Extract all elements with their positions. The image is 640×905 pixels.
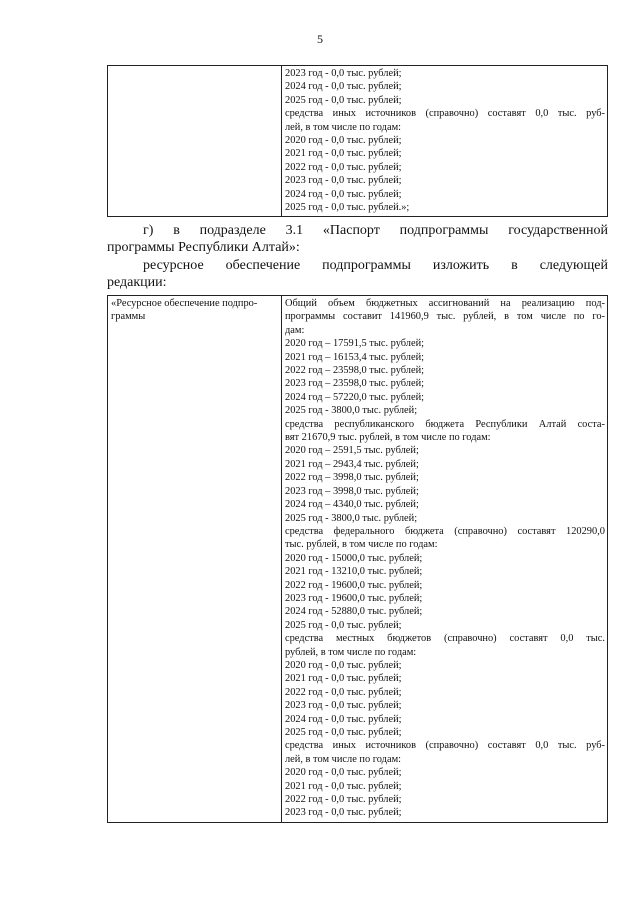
funding-line: средства республиканского бюджета Республики Алтай соста-	[285, 418, 605, 430]
funding-line: 2021 год – 16153,4 тыс. рублей;	[285, 351, 425, 363]
funding-line: 2024 год - 0,0 тыс. рублей;	[285, 81, 402, 93]
funding-line: 2020 год - 0,0 тыс. рублей;	[285, 135, 402, 147]
paragraph-line: программы Республики Алтай»:	[107, 240, 300, 255]
table-cell-right	[282, 296, 608, 823]
funding-line: 2023 год - 19600,0 тыс. рублей;	[285, 592, 423, 604]
funding-line: 2024 год - 0,0 тыс. рублей;	[285, 713, 402, 725]
funding-line: 2020 год - 0,0 тыс. рублей;	[285, 767, 402, 779]
table-cell-right	[282, 66, 608, 217]
funding-line: 2023 год - 0,0 тыс. рублей;	[285, 175, 402, 187]
funding-line: 2025 год - 3800,0 тыс. рублей;	[285, 405, 418, 417]
funding-line: лей, в том числе по годам:	[285, 753, 402, 765]
funding-line: 2021 год - 0,0 тыс. рублей;	[285, 780, 402, 792]
funding-line: 2021 год - 0,0 тыс. рублей;	[285, 673, 402, 685]
funding-line: 2023 год - 0,0 тыс. рублей;	[285, 68, 402, 79]
funding-line: тыс. рублей, в том числе по годам:	[285, 539, 438, 551]
passport-table-continuation	[107, 65, 608, 217]
funding-line: средства иных источников (справочно) составят 0,0 тыс. руб-	[285, 108, 605, 120]
funding-line: 2022 год - 0,0 тыс. рублей;	[285, 794, 402, 806]
funding-line: 2021 год - 0,0 тыс. рублей;	[285, 148, 402, 160]
funding-line: средства иных источников (справочно) составят 0,0 тыс. руб-	[285, 740, 605, 752]
funding-line: 2021 год – 2943,4 тыс. рублей;	[285, 458, 419, 470]
paragraph-line: г) в подразделе 3.1 «Паспорт подпрограммы государственной	[143, 223, 608, 238]
funding-line: 2024 год - 52880,0 тыс. рублей;	[285, 606, 423, 618]
funding-line: программы составит 141960,9 тыс. рублей, в том числе по го-	[285, 311, 605, 323]
funding-line: 2025 год - 0,0 тыс. рублей.»;	[285, 202, 410, 214]
table-row	[108, 66, 608, 217]
funding-line: 2020 год – 2591,5 тыс. рублей;	[285, 445, 419, 457]
page-number: 5	[317, 32, 323, 46]
funding-line: 2025 год - 0,0 тыс. рублей;	[285, 727, 402, 738]
funding-line: вят 21670,9 тыс. рублей, в том числе по годам:	[285, 432, 491, 444]
paragraph-line: ресурсное обеспечение подпрограммы изложить в следующей	[143, 258, 608, 273]
funding-line: 2023 год - 0,0 тыс. рублей;	[285, 700, 402, 712]
funding-line: Общий объем бюджетных ассигнований на реализацию под-	[285, 298, 605, 309]
funding-line: 2025 год - 0,0 тыс. рублей;	[285, 94, 402, 106]
funding-line: средства федерального бюджета (справочно) составят 120290,0	[285, 525, 605, 537]
funding-line: 2024 год – 4340,0 тыс. рублей;	[285, 499, 419, 511]
funding-line: 2022 год – 3998,0 тыс. рублей;	[285, 472, 419, 484]
funding-line: 2023 год - 0,0 тыс. рублей;	[285, 807, 402, 819]
funding-line: 2022 год - 0,0 тыс. рублей;	[285, 686, 402, 698]
funding-line: 2023 год – 3998,0 тыс. рублей;	[285, 485, 419, 497]
subprogram-resources-table	[107, 295, 608, 823]
funding-line: 2021 год - 13210,0 тыс. рублей;	[285, 566, 423, 578]
funding-line: 2020 год - 0,0 тыс. рублей;	[285, 659, 402, 671]
table-row	[108, 296, 608, 823]
funding-line: средства местных бюджетов (справочно) составят 0,0 тыс.	[285, 633, 605, 645]
funding-line: 2022 год – 23598,0 тыс. рублей;	[285, 365, 425, 377]
funding-line: рублей, в том числе по годам:	[285, 646, 417, 658]
funding-line: 2022 год - 19600,0 тыс. рублей;	[285, 579, 423, 591]
funding-line: 2024 год - 0,0 тыс. рублей;	[285, 188, 402, 200]
paragraph-line: редакции:	[107, 275, 167, 290]
funding-line: 2022 год - 0,0 тыс. рублей;	[285, 161, 402, 173]
funding-line: 2025 год - 0,0 тыс. рублей;	[285, 619, 402, 631]
funding-line: 2025 год - 3800,0 тыс. рублей;	[285, 512, 418, 524]
funding-line: 2020 год - 15000,0 тыс. рублей;	[285, 552, 423, 564]
row-heading: граммы	[111, 311, 146, 323]
funding-line: 2020 год – 17591,5 тыс. рублей;	[285, 338, 425, 350]
funding-line: дам:	[285, 324, 305, 336]
funding-line: лей, в том числе по годам:	[285, 121, 402, 133]
funding-line: 2024 год – 57220,0 тыс. рублей;	[285, 391, 425, 403]
funding-line: 2023 год – 23598,0 тыс. рублей;	[285, 378, 425, 390]
table-cell-left	[108, 66, 282, 217]
row-heading: «Ресурсное обеспечение подпро-	[111, 298, 258, 309]
table-cell-left	[108, 296, 282, 823]
